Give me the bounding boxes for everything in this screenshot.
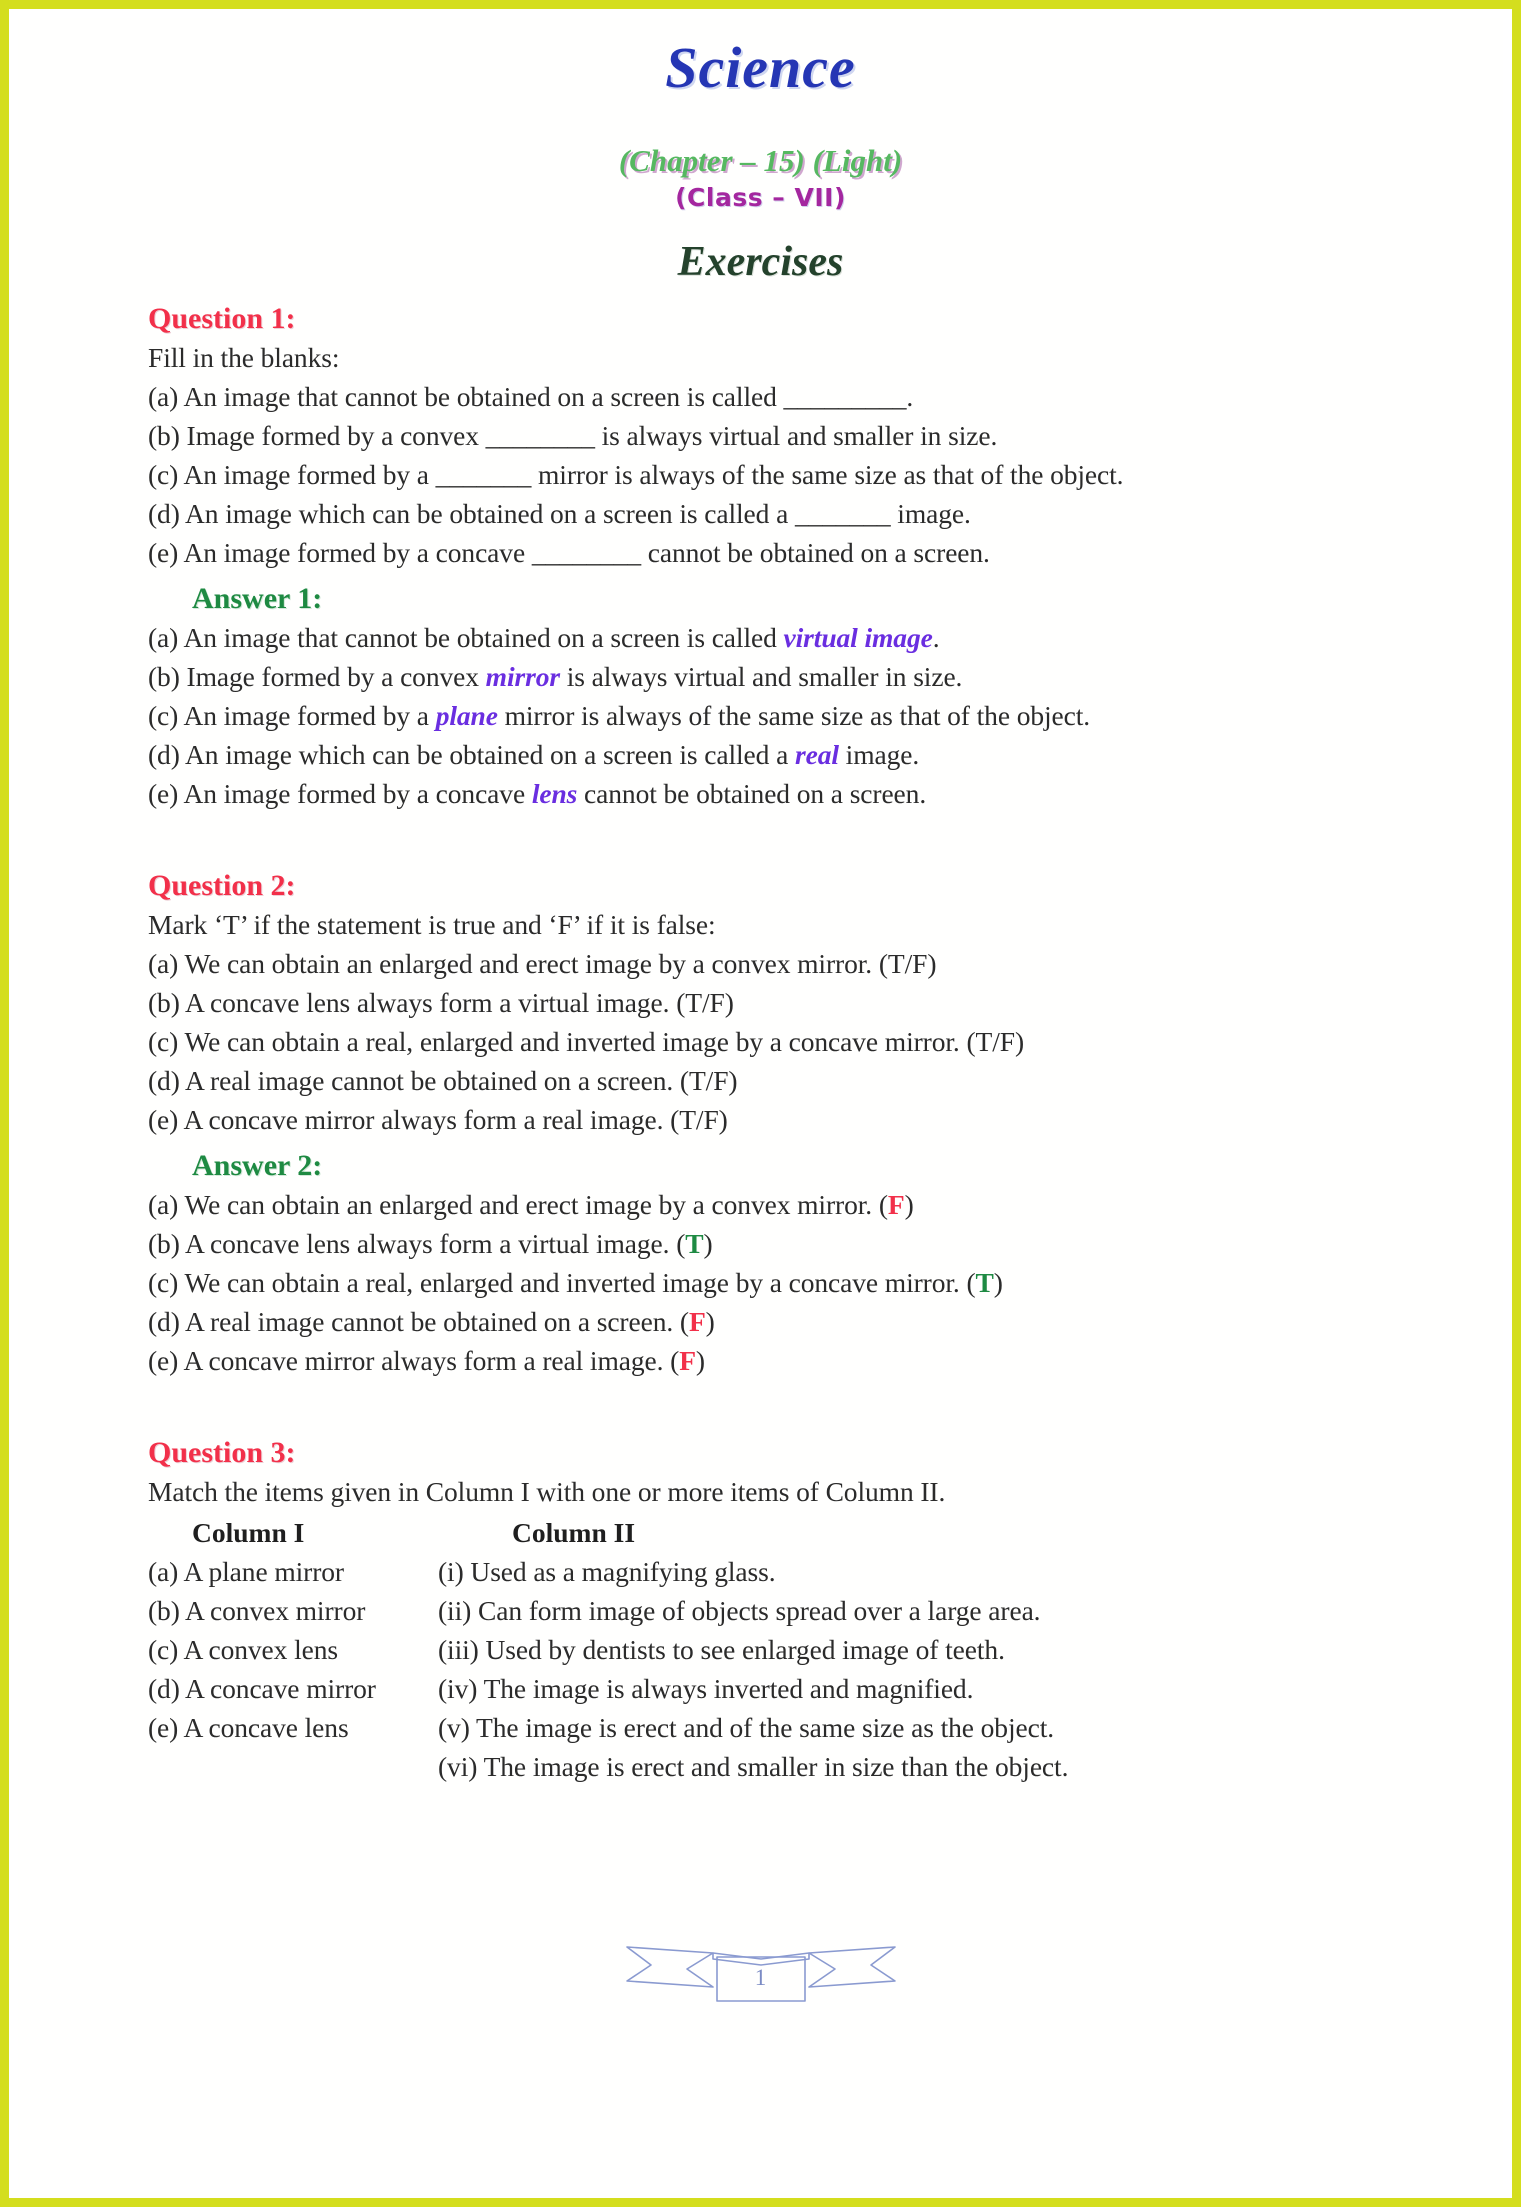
question-2-item-e: (e) A concave mirror always form a real image. (T/F)	[148, 1104, 728, 1135]
chapter-subtitle: (Chapter – 15) (Light)	[618, 143, 903, 178]
answer-2-e-mark: F	[679, 1345, 696, 1376]
document-content	[18, 302, 1503, 1786]
answer-1-e-key: lens	[531, 778, 578, 809]
answer-2-b-mark: T	[685, 1228, 704, 1259]
column-two-item-iii: (iii) Used by dentists to see enlarged image of teeth.	[438, 1634, 1005, 1665]
answer-2-c-pre: (c) We can obtain a real, enlarged and inverted image by a concave mirror. (	[148, 1267, 976, 1298]
answer-2-d-mark: F	[688, 1306, 706, 1337]
question-block-1	[148, 302, 1443, 813]
answer-2-a-post: )	[904, 1189, 914, 1220]
spacer-1	[148, 813, 1443, 869]
question-1-item-e: (e) An image formed by a concave ________ cannot be obtained on a screen.	[148, 537, 990, 568]
answer-2-d-post: )	[705, 1306, 715, 1337]
answer-2-a-mark: F	[887, 1189, 905, 1220]
answer-2-e-pre: (e) A concave mirror always form a real image. (	[148, 1345, 680, 1376]
question-2-prompt: Mark ‘T’ if the statement is true and ‘F’ if it is false:	[148, 909, 716, 940]
question-block-2	[148, 869, 1443, 1380]
answer-1-b-post: is always virtual and smaller in size.	[559, 661, 963, 692]
column-two	[438, 1513, 1443, 1786]
question-3-heading: Question 3:	[148, 1436, 296, 1469]
column-one-title: Column I	[192, 1517, 305, 1548]
answer-1-item-a	[148, 618, 1443, 657]
answer-1-item-c	[148, 696, 1443, 735]
column-two-item-i: (i) Used as a magnifying glass.	[438, 1556, 776, 1587]
answer-2-d-pre: (d) A real image cannot be obtained on a screen. (	[148, 1306, 689, 1337]
question-2-item-c: (c) We can obtain a real, enlarged and inverted image by a concave mirror. (T/F)	[148, 1026, 1025, 1057]
question-1-item-b: (b) Image formed by a convex ________ is always virtual and smaller in size.	[148, 420, 998, 451]
column-one-item-a: (a) A plane mirror	[148, 1556, 344, 1587]
answer-2-item-b	[148, 1224, 1443, 1263]
answer-2-item-e	[148, 1341, 1443, 1380]
answer-2-b-pre: (b) A concave lens always form a virtual image. (	[148, 1228, 686, 1259]
question-1-item-c: (c) An image formed by a _______ mirror is always of the same size as that of the object.	[148, 459, 1124, 490]
column-two-item-vi: (vi) The image is erect and smaller in size than the object.	[438, 1751, 1069, 1782]
answer-2-a-pre: (a) We can obtain an enlarged and erect image by a convex mirror. (	[148, 1189, 888, 1220]
answer-1-item-e	[148, 774, 1443, 813]
column-one-item-d: (d) A concave mirror	[148, 1673, 376, 1704]
answer-1-d-post: image.	[838, 739, 920, 770]
column-one-item-e: (e) A concave lens	[148, 1712, 349, 1743]
column-one-item-b: (b) A convex mirror	[148, 1595, 366, 1626]
page-inner	[18, 18, 1503, 2189]
column-two-item-iv: (iv) The image is always inverted and magnified.	[438, 1673, 974, 1704]
question-1-heading: Question 1:	[148, 302, 296, 335]
answer-1-e-pre: (e) An image formed by a concave	[148, 778, 532, 809]
answer-1-b-key: mirror	[485, 661, 560, 692]
match-columns	[148, 1513, 1443, 1786]
question-3-prompt: Match the items given in Column I with one or more items of Column II.	[148, 1476, 946, 1507]
question-block-3	[148, 1436, 1443, 1786]
answer-1-b-pre: (b) Image formed by a convex	[148, 661, 486, 692]
answer-2-c-mark: T	[975, 1267, 994, 1298]
page-footer	[18, 1931, 1503, 2003]
answer-2-item-c	[148, 1263, 1443, 1302]
question-2-heading: Question 2:	[148, 869, 296, 902]
question-1-prompt: Fill in the blanks:	[148, 342, 340, 373]
answer-1-a-pre: (a) An image that cannot be obtained on a screen is called	[148, 622, 784, 653]
ribbon-banner	[621, 1931, 901, 2003]
question-2-item-a: (a) We can obtain an enlarged and erect image by a convex mirror. (T/F)	[148, 948, 937, 979]
answer-1-e-post: cannot be obtained on a screen.	[577, 778, 927, 809]
answer-2-b-post: )	[703, 1228, 713, 1259]
column-two-item-ii: (ii) Can form image of objects spread over a large area.	[438, 1595, 1041, 1626]
column-one-item-c: (c) A convex lens	[148, 1634, 338, 1665]
spacer-2	[148, 1380, 1443, 1436]
answer-1-d-pre: (d) An image which can be obtained on a screen is called a	[148, 739, 795, 770]
question-1-item-d: (d) An image which can be obtained on a screen is called a _______ image.	[148, 498, 971, 529]
answer-2-item-a	[148, 1185, 1443, 1224]
answer-1-item-d	[148, 735, 1443, 774]
question-2-item-b: (b) A concave lens always form a virtual image. (T/F)	[148, 987, 734, 1018]
page-number: 1	[754, 1965, 767, 1990]
answer-1-a-key: virtual image	[783, 622, 933, 653]
answer-1-c-key: plane	[435, 700, 498, 731]
answer-2-item-d	[148, 1302, 1443, 1341]
answer-2-heading: Answer 2:	[192, 1149, 323, 1182]
answer-1-item-b	[148, 657, 1443, 696]
question-2-item-d: (d) A real image cannot be obtained on a screen. (T/F)	[148, 1065, 738, 1096]
section-heading: Exercises	[677, 239, 844, 285]
answer-1-heading: Answer 1:	[192, 582, 323, 615]
document-title: Science	[665, 35, 856, 100]
answer-1-c-pre: (c) An image formed by a	[148, 700, 436, 731]
answer-1-c-post: mirror is always of the same size as that of the object.	[497, 700, 1091, 731]
answer-1-d-key: real	[794, 739, 839, 770]
column-two-title: Column II	[512, 1517, 636, 1548]
answer-1-a-post: .	[932, 622, 940, 653]
answer-2-e-post: )	[695, 1345, 705, 1376]
column-two-item-v: (v) The image is erect and of the same size as the object.	[438, 1712, 1055, 1743]
class-subtitle: (Class – VII)	[675, 183, 846, 212]
question-1-item-a: (a) An image that cannot be obtained on a screen is called _________.	[148, 381, 914, 412]
answer-2-c-post: )	[993, 1267, 1003, 1298]
column-one	[148, 1513, 438, 1786]
